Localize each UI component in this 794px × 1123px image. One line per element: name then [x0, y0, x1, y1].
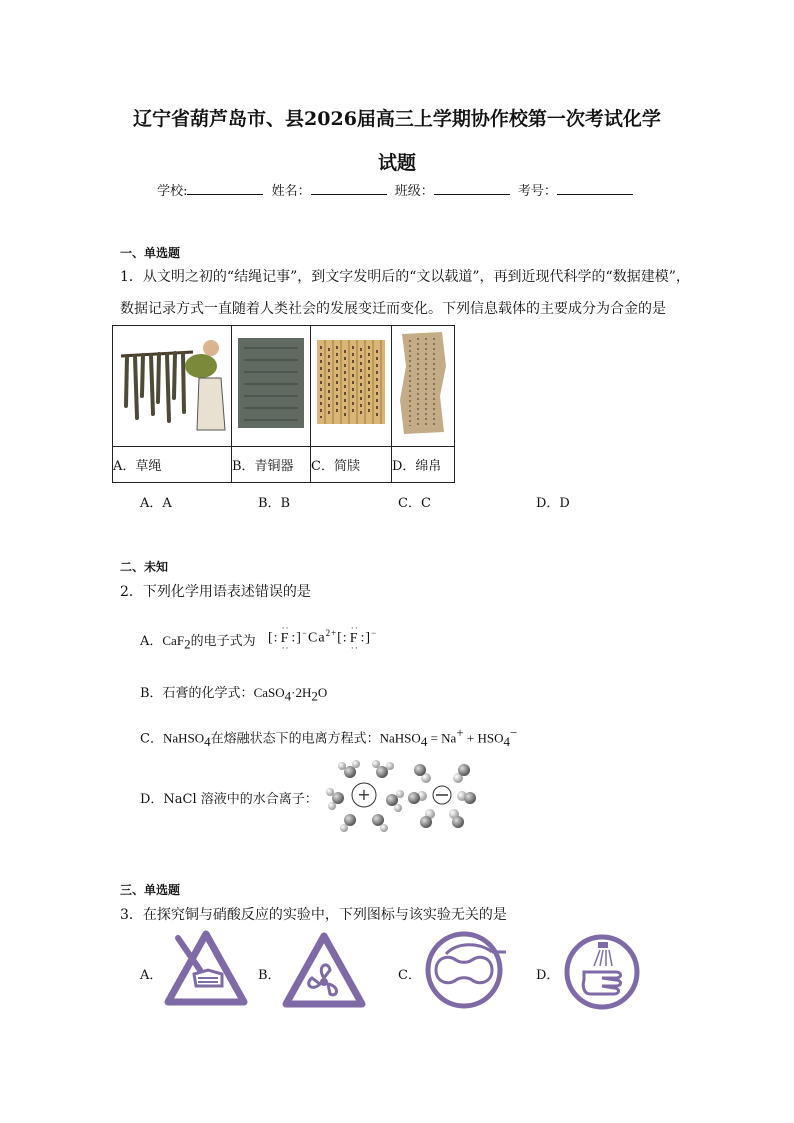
student-info-line	[0, 180, 794, 199]
class-blank[interactable]	[434, 182, 510, 195]
bronze-image-cell	[232, 326, 311, 447]
q1-option-a[interactable]: A．A	[140, 496, 172, 511]
name-blank[interactable]	[311, 182, 387, 195]
q1-option-d[interactable]: D．D	[536, 496, 570, 511]
straw-rope-image-cell	[113, 326, 232, 447]
q3-label-c[interactable]: C．	[398, 968, 421, 983]
bronze-image	[232, 326, 310, 442]
electron-formula: [: ·· F ·· $:]^-Ca^{2+}$[: ·· F ·· :]−	[268, 622, 378, 653]
page-title-line2: 试题	[377, 152, 416, 174]
q3-label-d[interactable]: D．	[536, 968, 560, 983]
name-label: 姓名：	[271, 184, 311, 199]
bamboo-slip-image-cell	[311, 326, 392, 447]
caption-d: D．绵帛	[392, 447, 455, 483]
page-title-line1: 辽宁省葫芦岛市、县2026届高三上学期协作校第一次考试化学	[133, 108, 661, 130]
number-label: 考号：	[517, 184, 557, 199]
q3-label-b[interactable]: B．	[258, 968, 281, 983]
section1-heading: 一、单选题	[120, 246, 181, 260]
anion-cluster	[408, 764, 476, 828]
caption-b: B．青铜器	[232, 447, 311, 483]
ventilation-fan-icon[interactable]	[282, 932, 366, 1008]
q1-option-b[interactable]: B．B	[258, 496, 291, 511]
bamboo-slip-image	[311, 326, 391, 442]
svg-text:+: +	[357, 785, 371, 804]
section3-heading: 三、单选题	[120, 883, 181, 897]
sharp-object-hazard-icon[interactable]	[164, 930, 248, 1006]
q1-option-c[interactable]: C．C	[398, 496, 431, 511]
hydrated-ions-diagram	[326, 758, 478, 832]
q3-label-a[interactable]: A．	[140, 968, 163, 983]
q2-text: 2．下列化学用语表述错误的是	[120, 584, 311, 600]
q1-line2: 数据记录方式一直随着人类社会的发展变迁而变化。下列信息载体的主要成分为合金的是	[120, 301, 666, 317]
school-label: 学校:	[157, 184, 188, 199]
cation-cluster	[326, 760, 404, 832]
straw-rope-image	[113, 326, 231, 442]
school-blank[interactable]	[187, 182, 263, 195]
q1-image-table	[112, 325, 455, 483]
number-blank[interactable]	[557, 182, 633, 195]
goggles-icon[interactable]	[422, 930, 510, 1010]
silk-image	[392, 326, 454, 442]
caption-c: C．简牍	[311, 447, 392, 483]
q1-line1: 1．从文明之初的“结绳记事”，到文字发明后的“文以载道”，再到近现代科学的“数据建模”，	[120, 269, 690, 285]
q2-option-b[interactable]: B．石膏的化学式：$CaSO_4\cdot 2H_2O$	[140, 685, 328, 704]
hand-washing-icon[interactable]	[562, 932, 642, 1012]
section2-heading: 二、未知	[120, 560, 169, 574]
q3-text: 3．在探究铜与硝酸反应的实验中，下列图标与该实验无关的是	[120, 907, 507, 923]
q2-option-c[interactable]: C．NaHSO$_4$在熔融状态下的电离方程式：NaHSO$_4$ = $Na^+ + HSO_4^-$	[140, 725, 518, 749]
silk-image-cell	[392, 326, 455, 447]
q2-option-d[interactable]: D．NaCl 溶液中的水合离子：	[140, 792, 318, 807]
q2-option-a[interactable]: A．CaF$_2$的电子式为	[140, 633, 256, 652]
caption-a: A．草绳	[113, 447, 232, 483]
class-label: 班级：	[394, 184, 434, 199]
